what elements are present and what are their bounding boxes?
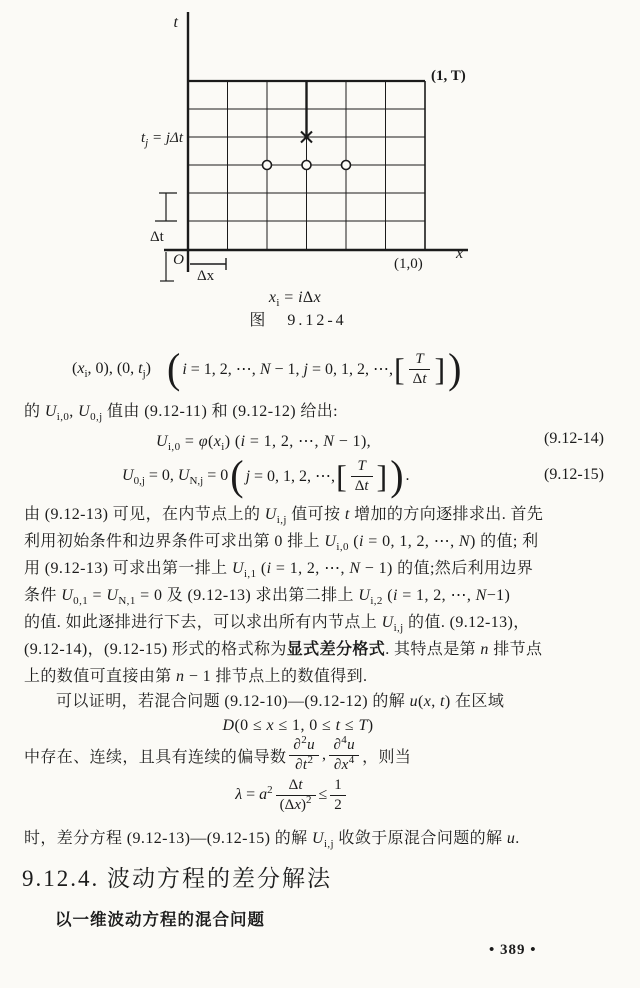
paragraph-line: 的值. 如此逐排进行下去，可以求出所有内节点上 $U_{i,j}$ 的值. (9.12-13)， bbox=[24, 614, 530, 634]
derivatives-tail: ，则当 bbox=[362, 748, 412, 766]
fraction-denominator: 2 bbox=[334, 796, 342, 813]
figure-caption-formula: $x_i = i\Delta x$ bbox=[268, 289, 322, 309]
equation-number-9-12-14: (9.12-14) bbox=[544, 430, 604, 447]
fraction-denominator: Δt bbox=[354, 477, 369, 494]
corner-label-10: (1,0) bbox=[394, 256, 423, 272]
paragraph-line: 条件 $U_{0,1} = U_{N,1} = 0$ 及 (9.12-13) 求出第二排上 $U_{i,2}$ (i = 1, 2, ⋯, N−1) bbox=[24, 587, 511, 607]
node-set-formula: ($x_i$, 0), (0, $t_j$) ( i = 1, 2, ⋯, N − 1, j = 0, 1, 2, ⋯, [ $\frac{T}{\Delta t}$ ] ) bbox=[72, 344, 462, 393]
fraction-numerator: T bbox=[409, 351, 431, 370]
delta-x-label: Δx bbox=[197, 268, 215, 284]
equation-9-12-15: $U_{0,j} = 0$, $U_{N,j} = 0$ ( j = 0, 1, 2, ⋯, [ $\frac{T}{\Delta t}$ ] ) . bbox=[122, 451, 410, 500]
page-number: • 389 • bbox=[489, 942, 537, 958]
fraction-numerator: ∂$^2$u bbox=[289, 737, 319, 756]
paragraph-line: 由 (9.12-13) 可见，在内节点上的 $U_{i,j}$ 值可按 t 增加的方向逐排求出. 首先 bbox=[24, 506, 544, 526]
paragraph-derivatives bbox=[24, 736, 411, 774]
main-paragraph bbox=[24, 501, 543, 690]
paragraph-line: (9.12-14)，(9.12-15) 形式的格式称为显式差分格式. 其特点是第 n 排节点 bbox=[24, 641, 543, 658]
figure-caption: 图 9.12-4 bbox=[249, 312, 347, 329]
one-half-fraction bbox=[330, 777, 346, 813]
paragraph-line: 上的数值可直接由第 n − 1 排节点上的数值得到. bbox=[24, 668, 368, 685]
fraction-denominator: $\partial x^4$ bbox=[333, 753, 355, 773]
fraction-denominator: $(\Delta x)^2$ bbox=[279, 793, 312, 813]
corner-label-1T: (1, T) bbox=[431, 68, 466, 84]
dt-over-dx2-fraction bbox=[276, 777, 316, 813]
paragraph-line: 用 (9.12-13) 可求出第一排上 $U_{i,1}$ (i = 1, 2, ⋯, N − 1) 的值;然后利用边界 bbox=[24, 560, 534, 580]
fraction-denominator: $\partial t^2$ bbox=[295, 753, 314, 773]
lambda-head: $\lambda = a^2$ bbox=[235, 784, 273, 803]
fraction-denominator: Δt bbox=[412, 370, 427, 387]
equation-9-12-14: $U_{i,0} = \varphi(x_i) (i = 1$, 2, ⋯, N − 1), bbox=[156, 433, 372, 453]
eq15-condition: j = 0, 1, 2, ⋯, bbox=[245, 468, 336, 485]
derivatives-head: 中存在、连续，且具有连续的偏导数 bbox=[24, 748, 287, 766]
section-heading: 9.12.4. 波动方程的差分解法 bbox=[22, 866, 332, 891]
row-label-rest: = jΔt bbox=[148, 130, 183, 146]
paragraph-line: 利用初始条件和边界条件可求出第 0 排上 $U_{i,0}$ (i = 0, 1, 2, ⋯, N) 的值; 利 bbox=[24, 533, 539, 553]
paragraph-convergence: 时，差分方程 (9.12-13)—(9.12-15) 的解 $U_{i,j}$ 收敛于原混合问题的解 u. bbox=[24, 830, 520, 850]
T-over-dt-fraction bbox=[351, 458, 373, 494]
equation-number-9-12-15: (9.12-15) bbox=[544, 466, 604, 483]
paragraph-values-given-by: 的 $U_{i,0}$, $U_{0,j}$ 值由 (9.12-11) 和 (9.12-12) 给出: bbox=[24, 403, 339, 423]
d2u-dt2-fraction bbox=[289, 734, 319, 773]
origin-label: O bbox=[173, 252, 184, 268]
lambda-condition-formula bbox=[0, 775, 612, 815]
T-over-dt-fraction bbox=[409, 351, 431, 387]
row-label-sub: j bbox=[145, 137, 149, 149]
fraction-numerator: ∂$^4$u bbox=[329, 737, 359, 756]
figure-9-12-4 bbox=[0, 0, 640, 285]
row-label-base: t bbox=[141, 130, 146, 146]
x-axis-label: x bbox=[456, 245, 464, 262]
paragraph-can-prove: 可以证明，若混合问题 (9.12-10)—(9.12-12) 的解 u(x, t) 在区域 bbox=[56, 693, 505, 710]
t-axis-label: t bbox=[173, 14, 178, 31]
sub-heading: 以一维波动方程的混合问题 bbox=[55, 910, 265, 929]
fraction-numerator: T bbox=[351, 458, 373, 477]
comma: , bbox=[322, 746, 327, 763]
eq15-period: . bbox=[405, 467, 410, 484]
d4u-dx4-fraction bbox=[329, 734, 359, 773]
node-set-condition: i = 1, 2, ⋯, N − 1, j = 0, 1, 2, ⋯, bbox=[182, 361, 393, 378]
domain-D-formula: D(0 ≤ x ≤ 1, 0 ≤ t ≤ T) bbox=[222, 717, 374, 734]
leq-sign: ≤ bbox=[318, 786, 328, 803]
fraction-numerator: Δt bbox=[276, 777, 316, 796]
fraction-numerator: 1 bbox=[330, 777, 346, 796]
row-label bbox=[141, 130, 184, 149]
eq15-head: $U_{0,j} = 0$, $U_{N,j} = 0$ bbox=[122, 467, 229, 487]
node-set-head: ($x_i$, 0), (0, $t_j$) bbox=[72, 360, 151, 380]
delta-t-label: Δt bbox=[150, 229, 164, 245]
